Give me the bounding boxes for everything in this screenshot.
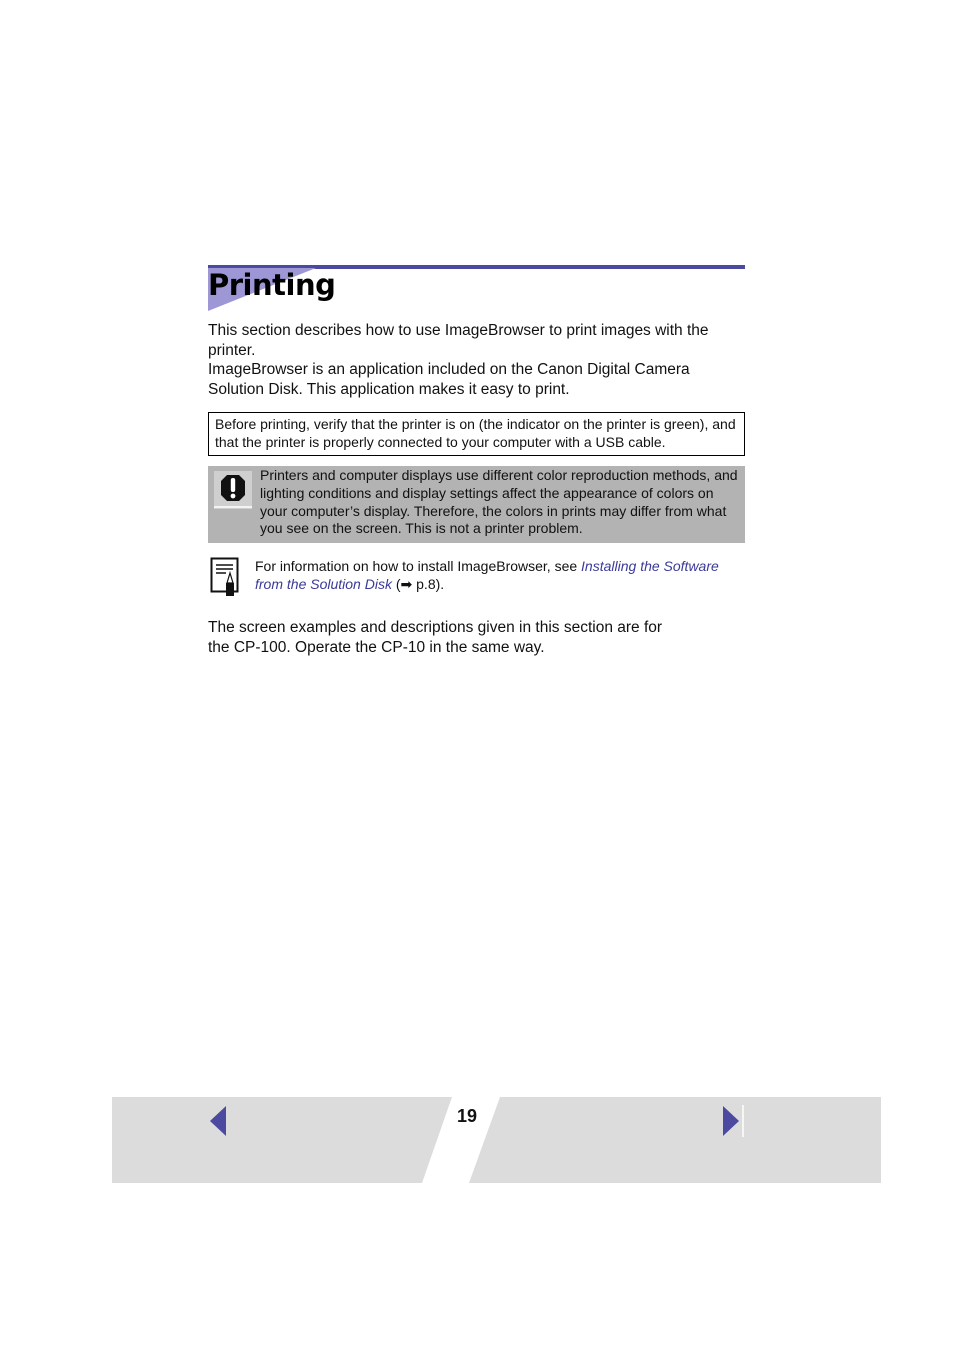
page-number: 19 [456, 1106, 478, 1126]
caution-icon [214, 471, 252, 509]
footer-left-panel [112, 1097, 452, 1183]
caution-text: Printers and computer displays use different color reproduction methods, and lighting conditions and display settings affect the appearance of colors on your computer’s display. Therefore, the colors in prints may differ from what you see on the screen. This is not a printer problem. [260, 467, 738, 537]
outro-text [208, 618, 748, 657]
memo-ref-open: ( [391, 575, 401, 592]
memo-text [255, 558, 745, 593]
intro-paragraph-2: ImageBrowser is an application included on the Canon Digital Camera Solution Disk. This application makes it easy to print. [208, 361, 690, 398]
footer-right-panel [469, 1097, 881, 1183]
next-page-button[interactable] [717, 1103, 745, 1139]
section-header [208, 265, 745, 313]
memo-note [208, 556, 745, 598]
memo-icon [210, 557, 240, 597]
memo-ref-page: p.8). [412, 575, 445, 592]
intro-paragraph-1: This section describes how to use ImageBrowser to print images with the printer. [208, 322, 709, 359]
intro-text [208, 321, 748, 399]
outro-line-1: The screen examples and descriptions given in this section are for [208, 619, 663, 636]
outro-line-2: the CP-100. Operate the CP-10 in the same way. [208, 638, 545, 656]
notice-text: Before printing, verify that the printer is on (the indicator on the printer is green), and that the printer is properly connected to your computer with a USB cable. [215, 416, 736, 450]
install-software-link[interactable]: Installing the Software from the Solution Disk [255, 558, 719, 592]
triangle-left-icon [210, 1106, 226, 1136]
page-title: Printing [208, 268, 336, 302]
previous-page-button[interactable] [204, 1103, 232, 1139]
caution-box [208, 466, 745, 543]
triangle-right-icon [723, 1106, 739, 1136]
memo-prefix: For information on how to install ImageBrowser, see [255, 558, 582, 574]
notice-box [208, 412, 745, 456]
arrow-right-icon: ➡ [400, 575, 413, 592]
